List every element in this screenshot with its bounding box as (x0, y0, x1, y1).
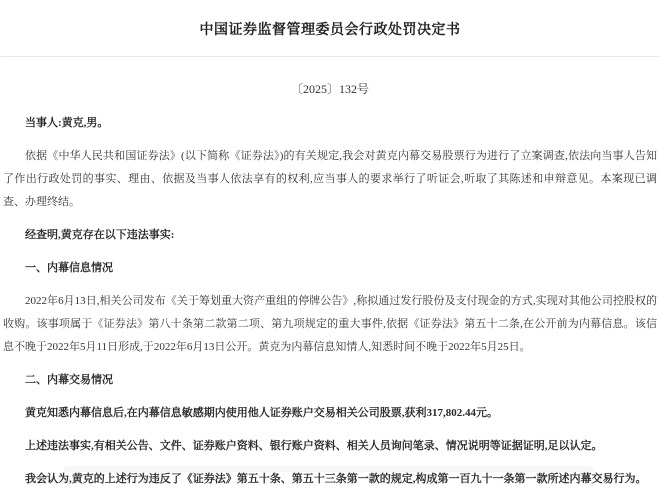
header-divider (1, 56, 659, 57)
inside-information-paragraph: 2022年6月13日,相关公司发布《关于筹划重大资产重组的停牌公告》,称拟通过发行股份及支付现金的方式,实现对其他公司控股权的收购。该事项属于《证券法》第八十条第二款第二项、第九项规定的重大事件,依据《证券法》第五十二条,在公开前为内幕信息。该信息不晚于2022年5月11日形成,于2022年6月13日公开。黄克为内幕信息知情人,知悉时间不晚于2022年5月25日。 (3, 295, 657, 353)
section-heading-inside-information: 一、内幕信息情况 (25, 262, 113, 274)
evidence-paragraph: 上述违法事实,有相关公告、文件、证券账户资料、银行账户资料、相关人员询问笔录、情况说明等证据证明,足以认定。 (25, 440, 603, 452)
document-number: 〔2025〕132号 (290, 82, 369, 96)
case-intro-paragraph: 依据《中华人民共和国证券法》(以下简称《证券法》)的有关规定,我会对黄克内幕交易股票行为进行了立案调查,依法向当事人告知了作出行政处罚的事实、理由、依据及当事人依法享有的权利,应当事人的要求举行了听证会,听取了其陈述和申辩意见。本案现已调查、办理终结。 (3, 150, 657, 208)
cutoff-gray-panel (64, 466, 594, 472)
facts-intro-line: 经查明,黄克存在以下违法事实: (25, 229, 175, 241)
document-body (0, 112, 660, 491)
section-heading-insider-trading: 二、内幕交易情况 (25, 374, 113, 386)
trading-profit-paragraph: 黄克知悉内幕信息后,在内幕信息敏感期内使用他人证券账户交易相关公司股票,获利317,802.44元。 (25, 407, 498, 419)
conclusion-paragraph: 我会认为,黄克的上述行为违反了《证券法》第五十条、第五十三条第一款的规定,构成第一百九十一条第一款所述内幕交易行为。 (25, 473, 647, 485)
party-line: 当事人:黄克,男。 (25, 117, 109, 129)
document-title: 中国证券监督管理委员会行政处罚决定书 (199, 23, 461, 38)
